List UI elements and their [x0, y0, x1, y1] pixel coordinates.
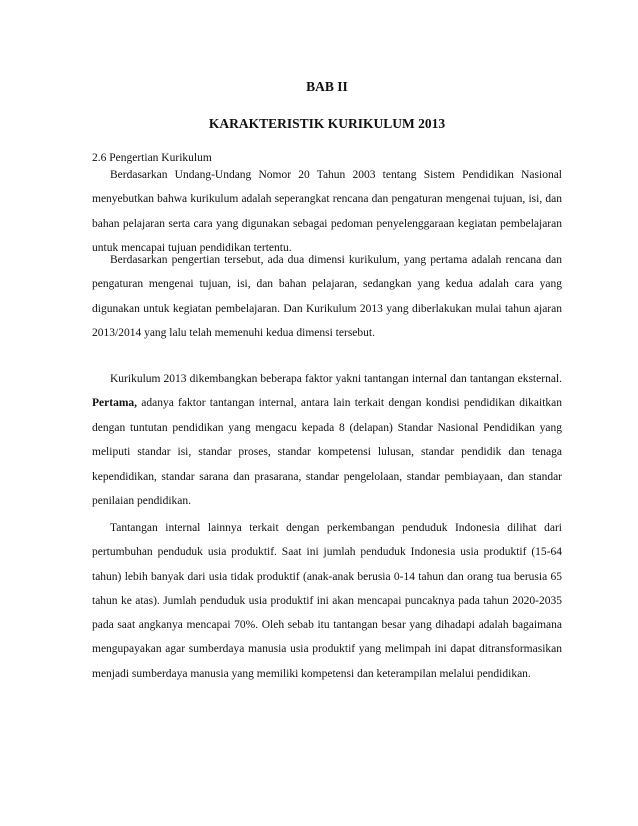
paragraph-dimensions: Berdasarkan pengertian tersebut, ada dua dimensi kurikulum, yang pertama adalah rencana dan pengaturan mengenai tujuan, isi, dan bahan pelajaran, sedangkan yang kedua adalah cara yang digunakan untuk kegiatan pembelajaran. Dan Kurikulum 2013 yang diberlakukan mulai tahun ajaran 2013/2014 yang lalu telah memenuhi kedua dimensi tersebut. — [92, 254, 562, 340]
bold-term-pertama: Pertama, — [92, 397, 138, 410]
paragraph-internal-challenges — [92, 367, 562, 513]
paragraph-population-challenge: Tantangan internal lainnya terkait dengan perkembangan penduduk Indonesia dilihat dari pertumbuhan penduduk usia produktif. Saat ini jumlah penduduk Indonesia usia produktif (15-64 tahun) lebih banyak dari usia tidak produktif (anak-anak berusia 0-14 tahun dan orang tua berusia 65 tahun ke atas). Jumlah penduduk usia produktif ini akan mencapai puncaknya pada tahun 2020-2035 pada saat angkanya mencapai 70%. Oleh sebab itu tantangan besar yang dihadapi adalah bagaimana mengupayakan agar sumberdaya manusia usia produktif yang melimpah ini dapat ditransformasikan menjadi sumberdaya manusia yang memiliki kompetensi dan keterampilan melalui pendidikan. — [92, 522, 562, 680]
paragraph-text-start: Kurikulum 2013 dikembangkan beberapa faktor yakni tantangan internal dan tantangan eksternal. — [110, 373, 562, 385]
section-heading: 2.6 Pengertian Kurikulum — [92, 152, 212, 164]
chapter-number: BAB II — [306, 79, 348, 94]
paragraph-definition: Berdasarkan Undang-Undang Nomor 20 Tahun 2003 tentang Sistem Pendidikan Nasional menyebutkan bahwa kurikulum adalah seperangkat rencana dan pengaturan mengenai tujuan, isi, dan bahan pelajaran serta cara yang digunakan sebagai pedoman penyelenggaraan kegiatan pembelajaran untuk mencapai tujuan pendidikan tertentu. — [92, 169, 562, 255]
chapter-title: KARAKTERISTIK KURIKULUM 2013 — [208, 116, 446, 131]
paragraph-text-end: adanya faktor tantangan internal, antara lain terkait dengan kondisi pendidikan dikaitkan dengan tuntutan pendidikan yang mengacu kepada 8 (delapan) Standar Nasional Pendidikan yang meliputi standar isi, standar proses, standar kompetensi lulusan, standar pendidik dan tenaga kependidikan, standar sarana dan prasarana, standar pengelolaan, standar pembiayaan, dan standar penilaian pendidikan. — [92, 397, 562, 508]
